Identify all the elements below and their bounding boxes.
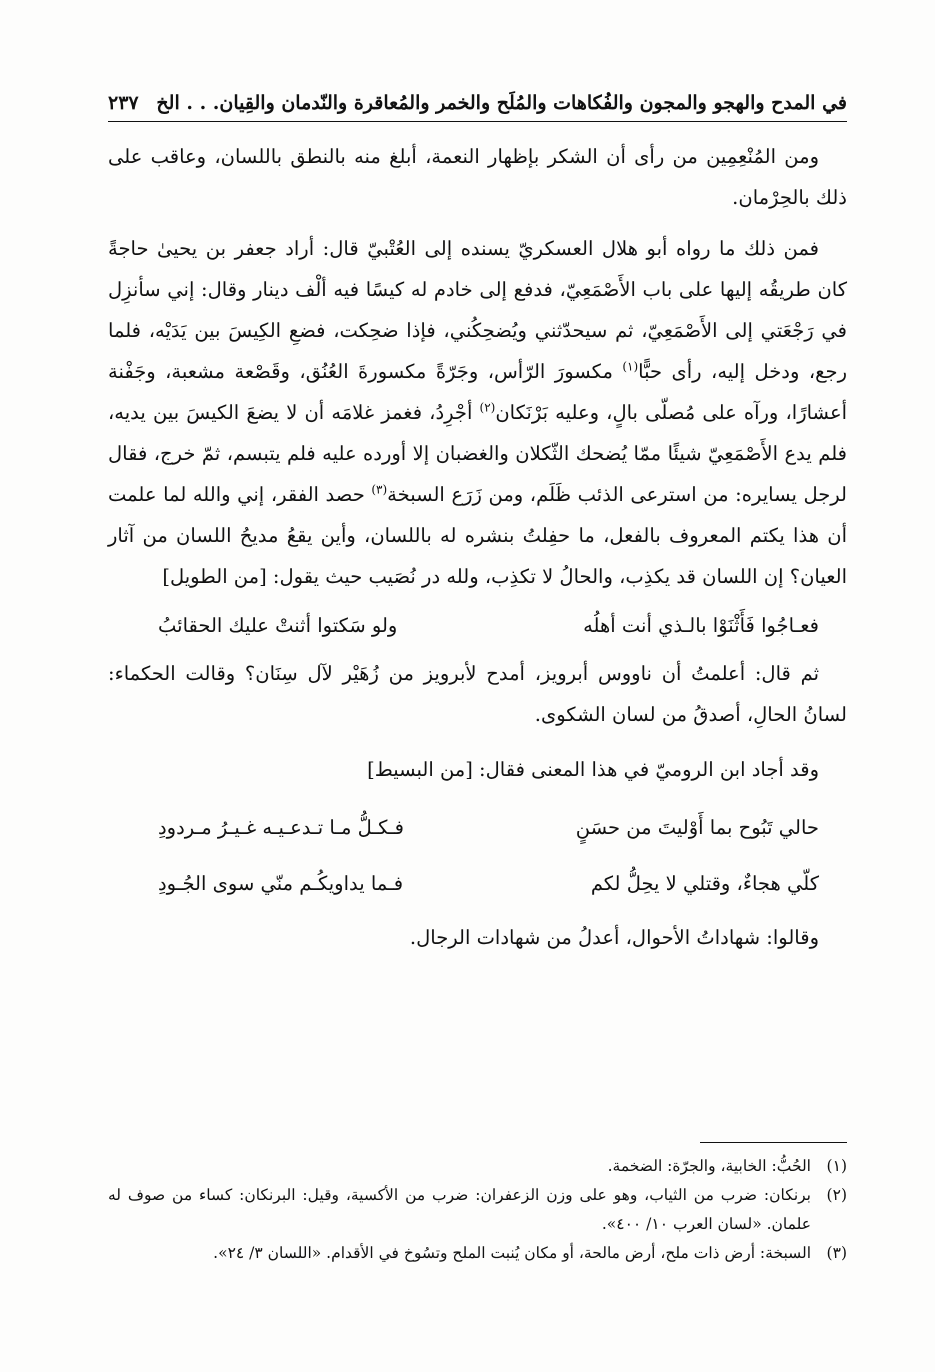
running-header [108, 80, 847, 114]
footnote-3 [108, 1239, 847, 1268]
header-rule [108, 121, 847, 122]
footnote-rule [700, 1142, 847, 1143]
footnote-ref-2[interactable]: (٢) [479, 400, 496, 415]
paragraph-3: ثم قال: أعلمتُ أن ناووس أبرويز، أمدح لأبرويز من زُهَيْر لآل سِنَان؟ وقالت الحكماء: لسانُ الحالِ، أصدقُ من لسان الشكوى. [108, 662, 847, 726]
verse-2 [108, 799, 847, 855]
footnote-3-text: السبخة: أرض ذات ملح، أرض مالحة، أو مكان يُنبت الملح وتسُوخ في الأقدام. «اللسان ٣/ ٢٤». [213, 1244, 811, 1262]
poem-intro: وقد أجاد ابن الروميّ في هذا المعنى فقال: [من البسيط] [367, 758, 819, 781]
footnotes [108, 1152, 847, 1268]
paragraph-1: ومن المُنْعِمِين من رأى أن الشكر بإظهار النعمة، أبلغ منه بالنطق باللسان، وعاقب على ذلك بالحِرْمان. [108, 145, 847, 209]
verse-3-second-hemistich: فـما يداويكُـم منّي سوى الجُـودِ [158, 871, 404, 895]
footnote-1-text: الحُبُّ: الخابية، والجرّة: الضخمة. [607, 1157, 811, 1175]
verse-1-first-hemistich: فعـاجُوا فَأَثْنَوْا بالـذي أنت أهلُه [583, 613, 819, 637]
footnote-2 [108, 1181, 847, 1239]
footnote-3-number: (٣) [826, 1244, 847, 1262]
footnote-2-text: برنكان: ضرب من الثياب، وهو على وزن الزعفران: ضرب من الأكسية، وقيل: البرنكان: كساء من صوف له علمان. «لسان العرب ١٠/ ٤٠٠». [108, 1186, 811, 1233]
verse-3-first-hemistich: كلّي هجاءٌ، وقتلي لا يحِلُّ لكم [590, 871, 819, 895]
footnote-1 [108, 1152, 847, 1181]
verse-3 [108, 855, 847, 911]
paragraph-5: وقالوا: شهاداتُ الأحوال، أعدلُ من شهادات الرجال. [409, 926, 819, 949]
paragraph-2-part-a: فمن ذلك ما رواه أبو هلال العسكريّ يسنده إلى العُتْبيّ قال: أراد جعفر بن يحيىٰ حاجةً كان طريقُه إليها على باب الأَصْمَعِيّ، فدفع إلى خادم له كيسًا فيه ألْف دينار وقال: إني سأنزِل في رَجْعَتي إلى الأَصْمَعِيّ، ثم سيحدّثني ويُضحِكُني، فإذا ضحِكت، فضعِ الكِيسَ بين يَدَيْه، فلما رجع، ودخل إليه، رأى حبًّا [108, 237, 847, 383]
footnote-ref-3[interactable]: (٣) [371, 482, 388, 497]
verse-1-second-hemistich: ولو سَكتوا أثنتْ عليك الحقائبُ [158, 613, 398, 637]
header-title: في المدح والهجو والمجون والفُكاهات والمُلَح والخمر والمُعاقرة والنّدمان والقِيان. . . الخ [156, 92, 847, 114]
verse-2-first-hemistich: حالي تَبُوح بما أَوْليتَ من حسَنٍ [575, 815, 819, 839]
paragraph-2 [108, 228, 847, 597]
footnote-ref-1[interactable]: (١) [622, 359, 639, 374]
verse-2-second-hemistich: فـكـلُّ مـا تـدعـيـه غـيـرُ مـردودِ [158, 815, 404, 839]
paragraph-2-part-d: حصد الفقر، إني والله لما علمت أن هذا يكتم المعروف بالفعل، ما حفِلتُ بنشره له باللسان، وأين يقعُ مديحُ اللسان من آثار العيان؟ إن اللسان قد يكذِب، والحالُ لا تكذِب، ولله در نُصَيب حيث يقول: [من الطويل] [108, 483, 847, 588]
main-text [108, 136, 847, 958]
page-number: ٢٣٧ [108, 92, 139, 114]
paragraph-2-part-b: مكسورَ الرّأس، وجَرّةً مكسورةَ العُنُق، وقَصْعة مشعبة، وجَفْنة أعشارًا، ورآه على مُصلّى بالٍ، وعليه بَرْنَكان [108, 360, 847, 424]
footnote-1-number: (١) [826, 1157, 847, 1175]
footnote-2-number: (٢) [826, 1186, 847, 1204]
verse-1 [108, 597, 847, 653]
paragraph-2-part-c: أجْرِدُ، فغمز غلامَه أن لا يضعَ الكيسَ بين يديه، فلم يدع الأَصْمَعِيّ شيئًا ممّا يُضحك الثّكلان والغضبان إلا أورده عليه فلم يتبسم، ثمّ خرج، فقال لرجل يسايره: من استرعى الذئب ظَلَم، ومن زَرَع السبخة [108, 401, 848, 506]
